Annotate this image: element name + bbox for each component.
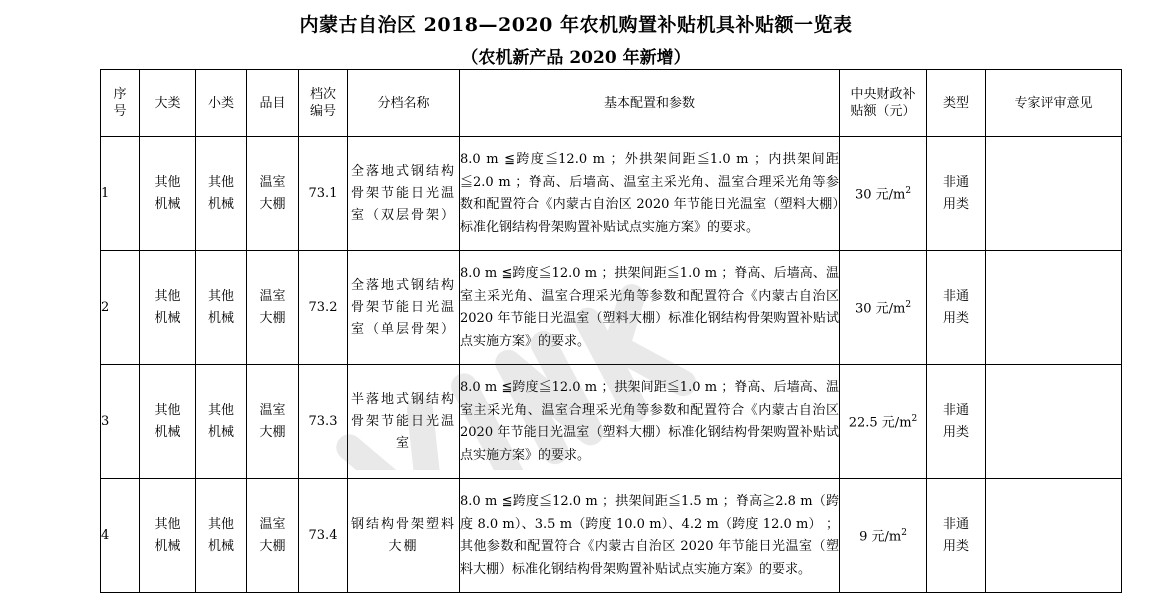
- header-item: 品目: [247, 70, 299, 137]
- header-tier-name: 分档名称: [348, 70, 460, 137]
- header-type: 类型: [927, 70, 986, 137]
- cell-params: [460, 479, 840, 593]
- subsidy-value: 30 元/m: [854, 301, 906, 317]
- header-subsidy: 中央财政补贴额（元）: [840, 70, 927, 137]
- header-tier-code: 档次编号: [299, 70, 348, 137]
- cell-subcategory: 其他机械: [196, 479, 247, 593]
- cell-item: 温室大棚: [247, 479, 299, 593]
- cell-category: 其他机械: [140, 251, 196, 365]
- subsidy-unit-power: 2: [905, 300, 912, 311]
- params-text: 8.0 m ≦跨度≦12.0 m ；外拱架间距≦1.0 m ；内拱架间距≦2.0 m ；脊高、后墙高、温室主采光角、温室合理采光角等参数和配置符合《内蒙古自治区 2020 年节能日光温室（塑料大棚）标准化钢结构骨架购置补贴试点实施方案》的要求。: [460, 152, 839, 235]
- cell-tier-code: 73.1: [299, 137, 348, 251]
- cell-subcategory: 其他机械: [196, 137, 247, 251]
- table-row: [101, 137, 1122, 251]
- cell-type: 非通用类: [927, 137, 986, 251]
- table-row: [101, 479, 1122, 593]
- cell-category: 其他机械: [140, 479, 196, 593]
- cell-params: [460, 251, 840, 365]
- subsidy-unit-power: 2: [901, 528, 907, 539]
- subsidy-value: 30 元/m: [854, 187, 906, 203]
- cell-type: 非通用类: [927, 365, 986, 479]
- cell-tier-name: 钢结构骨架塑料大棚: [348, 479, 460, 593]
- cell-expert: [986, 137, 1122, 251]
- subsidy-value: 22.5 元/m: [848, 415, 912, 431]
- cell-expert: [986, 479, 1122, 593]
- cell-item: 温室大棚: [247, 365, 299, 479]
- table-header-row: [101, 70, 1122, 137]
- cell-category: 其他机械: [140, 137, 196, 251]
- table-row: [101, 251, 1122, 365]
- cell-subsidy: [840, 137, 927, 251]
- cell-tier-name: 全落地式钢结构骨架节能日光温室（单层骨架）: [348, 251, 460, 365]
- cell-seq: 3: [101, 365, 140, 479]
- cell-tier-code: 73.3: [299, 365, 348, 479]
- document-subtitle: （农机新产品 2020 年新增）: [461, 48, 691, 68]
- header-params: 基本配置和参数: [460, 70, 840, 137]
- cell-subsidy: [840, 365, 927, 479]
- params-text: 8.0 m ≦跨度≦12.0 m ；拱架间距≦1.5 m ；脊高≧2.8 m（跨度 8.0 m）、3.5 m（跨度 10.0 m）、4.2 m（跨度 12.0 m） ；其他参数和配置符合《内蒙古自治区 2020 年节能日光温室（塑料大棚）标准化钢结构骨架购置补贴试点实施方案》的要求。: [460, 494, 839, 577]
- cell-tier-code: 73.2: [299, 251, 348, 365]
- cell-category: 其他机械: [140, 365, 196, 479]
- params-text: 8.0 m ≦跨度≦12.0 m ；拱架间距≦1.0 m ；脊高、后墙高、温室主采光角、温室合理采光角等参数和配置符合《内蒙古自治区 2020 年节能日光温室（塑料大棚）标准化钢结构骨架购置补贴试点实施方案》的要求。: [460, 380, 839, 463]
- cell-tier-name: 全落地式钢结构骨架节能日光温室（双层骨架）: [348, 137, 460, 251]
- header-category: 大类: [140, 70, 196, 137]
- cell-params: [460, 137, 840, 251]
- cell-type: 非通用类: [927, 479, 986, 593]
- cell-seq: 1: [101, 137, 140, 251]
- cell-subcategory: 其他机械: [196, 365, 247, 479]
- document-title: 内蒙古自治区 2018—2020 年农机购置补贴机具补贴额一览表: [299, 14, 853, 36]
- cell-expert: [986, 365, 1122, 479]
- cell-expert: [986, 251, 1122, 365]
- cell-item: 温室大棚: [247, 251, 299, 365]
- params-text: 8.0 m ≦跨度≦12.0 m ；拱架间距≦1.0 m ；脊高、后墙高、温室主采光角、温室合理采光角等参数和配置符合《内蒙古自治区 2020 年节能日光温室（塑料大棚）标准化钢结构骨架购置补贴试点实施方案》的要求。: [460, 266, 839, 349]
- cell-subcategory: 其他机械: [196, 251, 247, 365]
- cell-tier-code: 73.4: [299, 479, 348, 593]
- cell-params: [460, 365, 840, 479]
- cell-seq: 2: [101, 251, 140, 365]
- subsidy-table: [100, 69, 1122, 593]
- subsidy-unit-power: 2: [911, 414, 918, 425]
- cell-type: 非通用类: [927, 251, 986, 365]
- cell-seq: 4: [101, 479, 140, 593]
- header-seq: 序号: [101, 70, 140, 137]
- cell-subsidy: [840, 251, 927, 365]
- header-expert: 专家评审意见: [986, 70, 1122, 137]
- header-subcategory: 小类: [196, 70, 247, 137]
- subsidy-value: 9 元/m: [859, 529, 902, 545]
- table-row: [101, 365, 1122, 479]
- cell-subsidy: [840, 479, 927, 593]
- cell-item: 温室大棚: [247, 137, 299, 251]
- cell-tier-name: 半落地式钢结构骨架节能日光温室: [348, 365, 460, 479]
- subsidy-unit-power: 2: [905, 186, 912, 197]
